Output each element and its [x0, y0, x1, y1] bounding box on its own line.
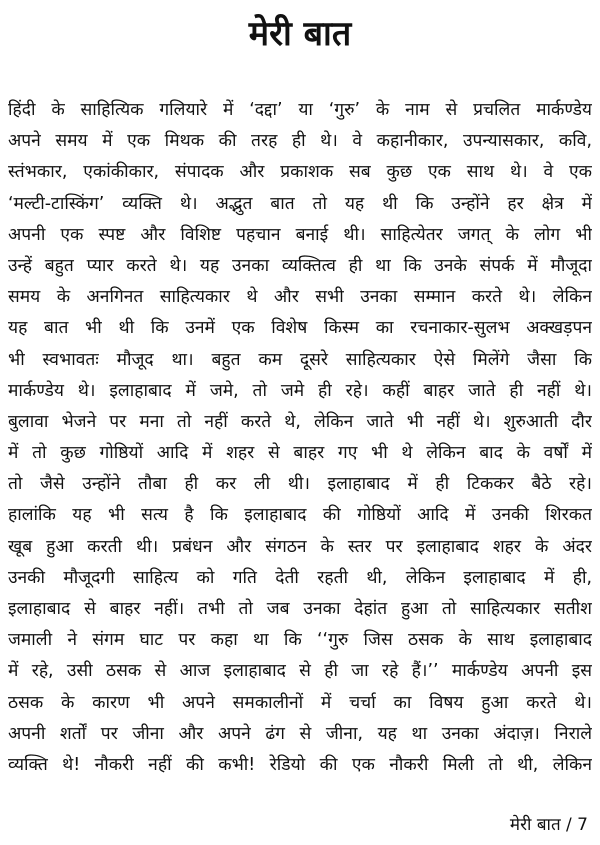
text-line: भी स्वभावतः मौजूद था। बहुत कम दूसरे साहित्यकार ऐसे मिलेंगे जैसा कि [8, 349, 592, 370]
text-line: इलाहाबाद से बाहर नहीं। तभी तो जब उनका देहांत हुआ तो साहित्यकार सतीश [8, 599, 592, 619]
text-line: ‘मल्टी-टास्किंग’ व्यक्ति थे। अद्भुत बात तो यह थी कि उन्होंने हर क्षेत्र में [8, 193, 592, 214]
text-line: यह बात भी थी कि उनमें एक विशेष किस्म का रचनाकार-सुलभ अक्खड़पन [8, 318, 592, 339]
text-line: तो जैसे उन्होंने तौबा ही कर ली थी। इलाहाबाद में ही टिककर बैठे रहे। [8, 474, 592, 495]
text-line: ठसक के कारण भी अपने समकालीनों में चर्चा का विषय हुआ करते थे। [8, 692, 592, 713]
text-line: अपने समय में एक मिथक की तरह ही थे। वे कहानीकार, उपन्यासकार, कवि, [8, 131, 592, 152]
page-footer: मेरी बात / 7 [509, 815, 588, 835]
text-line: में रहे, उसी ठसक से आज इलाहाबाद से ही जा रहे हैं।’’ मार्कण्डेय अपनी इस [8, 661, 592, 682]
text-line: बुलावा भेजने पर मना तो नहीं करते थे, लेकिन जाते भी नहीं थे। शुरुआती दौर [8, 411, 592, 432]
text-line: व्यक्ति थे! नौकरी नहीं की कभी! रेडियो की एक नौकरी मिली तो थी, लेकिन [8, 754, 592, 775]
text-line: उन्हें बहुत प्यार करते थे। यह उनका व्यक्तित्व ही था कि उनके संपर्क में मौजूदा [8, 255, 592, 276]
text-line: में तो कुछ गोष्ठियों आदि में शहर से बाहर गए भी थे लेकिन बाद के वर्षों में [8, 443, 592, 464]
text-line: अपनी शर्तों पर जीना और अपने ढंग से जीना, यह था उनका अंदाज़। निराले [8, 723, 592, 744]
text-line: हालांकि यह भी सत्य है कि इलाहाबाद की गोष्ठियों आदि में उनकी शिरकत [8, 505, 592, 526]
page-title: मेरी बात [248, 14, 352, 54]
body-text [8, 95, 592, 781]
text-line: हिंदी के साहित्यिक गलियारे में ‘दद्दा’ या ‘गुरु’ के नाम से प्रचलित मार्कण्डेय [8, 100, 592, 120]
text-line: मार्कण्डेय थे। इलाहाबाद में जमे, तो जमे ही रहे। कहीं बाहर जाते ही नहीं थे। [8, 380, 592, 401]
text-line: उनकी मौजूदगी साहित्य को गति देती रहती थी, लेकिन इलाहाबाद में ही, [8, 567, 592, 588]
text-line: स्तंभकार, एकांकीकार, संपादक और प्रकाशक सब कुछ एक साथ थे। वे एक [8, 162, 592, 183]
text-line: खूब हुआ करती थी। प्रबंधन और संगठन के स्तर पर इलाहाबाद शहर के अंदर [8, 536, 592, 557]
text-line: जमाली ने संगम घाट पर कहा था कि ‘‘गुरु जिस ठसक के साथ इलाहाबाद [8, 630, 592, 651]
text-line: समय के अनगिनत साहित्यकार थे और सभी उनका सम्मान करते थे। लेकिन [8, 287, 592, 308]
text-line: अपनी एक स्पष्ट और विशिष्ट पहचान बनाई थी। साहित्येतर जगत् के लोग भी [8, 224, 592, 245]
